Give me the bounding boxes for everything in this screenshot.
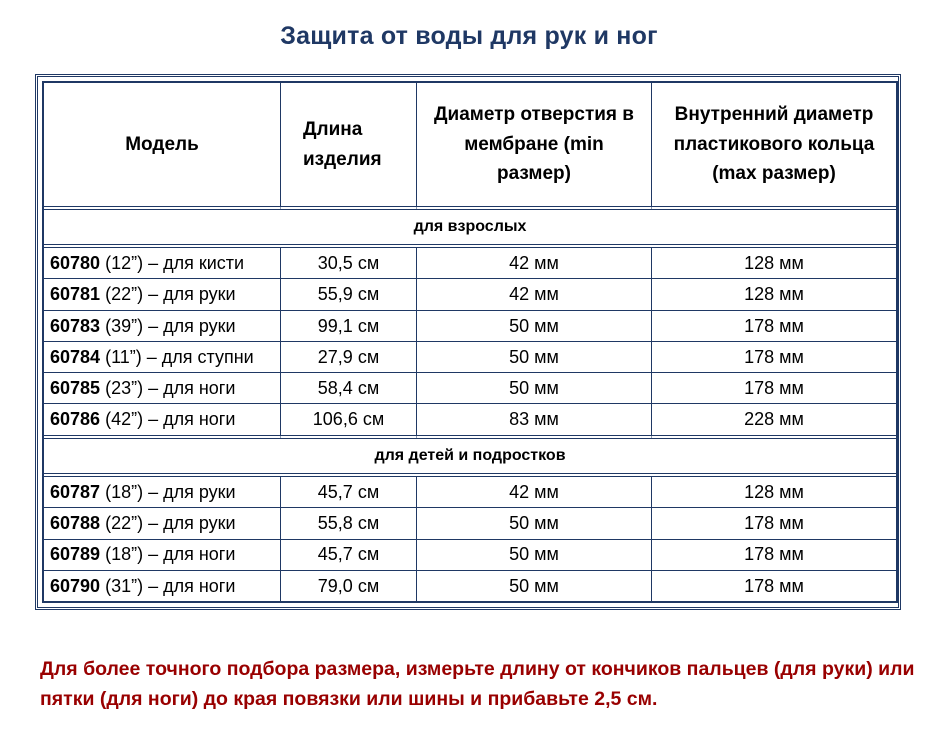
ring-cell: 128 мм — [652, 248, 896, 279]
membrane-cell: 50 мм — [417, 342, 652, 373]
ring-cell: 178 мм — [652, 373, 896, 404]
table-row — [44, 477, 896, 508]
model-desc: (23”) – для ноги — [105, 378, 236, 398]
table-header-row — [44, 83, 896, 210]
section-label: для взрослых — [44, 210, 896, 248]
table-row — [44, 508, 896, 539]
table-row — [44, 571, 896, 601]
ring-cell: 178 мм — [744, 575, 804, 596]
model-code: 60789 — [50, 544, 101, 565]
table-row — [44, 248, 896, 279]
model-code: 60783 — [50, 315, 101, 336]
ring-cell: 128 мм — [652, 279, 896, 310]
model-cell — [44, 404, 281, 439]
model-cell — [44, 279, 281, 310]
model-cell — [44, 248, 281, 279]
table-row — [44, 404, 896, 439]
model-code: 60786 — [50, 409, 101, 430]
model-code: 60781 — [50, 284, 101, 305]
model-desc: (18”) – для руки — [105, 481, 236, 502]
length-cell: 27,9 см — [281, 342, 417, 373]
membrane-cell: 50 мм — [417, 540, 652, 571]
model-code: 60780 — [50, 253, 101, 273]
header-membrane: Диаметр отверстия в мембране (min размер) — [417, 83, 652, 210]
length-cell: 99,1 см — [281, 311, 417, 342]
model-desc: (42”) – для ноги — [105, 409, 236, 430]
model-cell — [44, 571, 281, 601]
header-ring: Внутренний диаметр пластикового кольца (max размер) — [652, 83, 896, 210]
table-row — [44, 311, 896, 342]
table-row — [44, 540, 896, 571]
membrane-cell: 50 мм — [417, 311, 652, 342]
ring-cell: 228 мм — [652, 404, 896, 439]
size-table-frame — [35, 74, 901, 610]
model-code: 60788 — [50, 513, 101, 534]
membrane-cell: 50 мм — [417, 373, 652, 404]
model-desc: (11”) – для ступни — [105, 346, 254, 367]
length-cell: 45,7 см — [281, 477, 417, 508]
membrane-cell: 42 мм — [417, 477, 652, 508]
length-cell: 58,4 см — [281, 373, 417, 404]
membrane-cell: 50 мм — [417, 508, 652, 539]
ring-cell: 178 мм — [652, 342, 896, 373]
model-cell — [44, 477, 281, 508]
header-length: Длина изделия — [281, 83, 417, 210]
table-row — [44, 373, 896, 404]
length-cell: 106,6 см — [281, 404, 417, 439]
length-cell: 30,5 см — [281, 248, 417, 279]
model-code: 60785 — [50, 378, 101, 398]
model-desc: (18”) – для ноги — [105, 544, 236, 565]
model-cell — [44, 373, 281, 404]
model-cell — [44, 311, 281, 342]
model-code: 60790 — [50, 575, 101, 596]
section-row-adults — [44, 210, 896, 248]
membrane-cell: 42 мм — [417, 248, 652, 279]
header-model: Модель — [44, 83, 281, 210]
model-desc: (12”) – для кисти — [105, 253, 245, 273]
membrane-cell: 42 мм — [417, 279, 652, 310]
model-desc: (39”) – для руки — [105, 315, 236, 336]
length-cell: 45,7 см — [281, 540, 417, 571]
model-cell — [44, 508, 281, 539]
ring-cell: 178 мм — [652, 540, 896, 571]
ring-cell: 178 мм — [652, 311, 896, 342]
ring-cell: 178 мм — [652, 508, 896, 539]
model-desc: (22”) – для руки — [105, 284, 236, 305]
table-row — [44, 279, 896, 310]
model-cell — [44, 342, 281, 373]
ring-cell: 128 мм — [652, 477, 896, 508]
table-row — [44, 342, 896, 373]
length-cell: 55,9 см — [281, 279, 417, 310]
length-cell: 55,8 см — [281, 508, 417, 539]
page-title: Защита от воды для рук и ног — [280, 22, 658, 50]
sizing-note: Для более точного подбора размера, измерьте длину от кончиков пальцев (для руки) или пятки (для ноги) до края повязки или шины и прибавьте 2,5 см. — [40, 658, 915, 710]
section-label: для детей и подростков — [44, 439, 896, 477]
model-desc: (31”) – для ноги — [105, 575, 236, 596]
model-cell — [44, 540, 281, 571]
model-desc: (22”) – для руки — [105, 513, 236, 534]
size-table — [42, 81, 898, 603]
section-row-children — [44, 439, 896, 477]
membrane-cell: 83 мм — [417, 404, 652, 439]
model-code: 60784 — [50, 346, 101, 367]
length-cell: 79,0 см — [281, 571, 417, 601]
membrane-cell: 50 мм — [417, 571, 652, 601]
model-code: 60787 — [50, 481, 101, 502]
